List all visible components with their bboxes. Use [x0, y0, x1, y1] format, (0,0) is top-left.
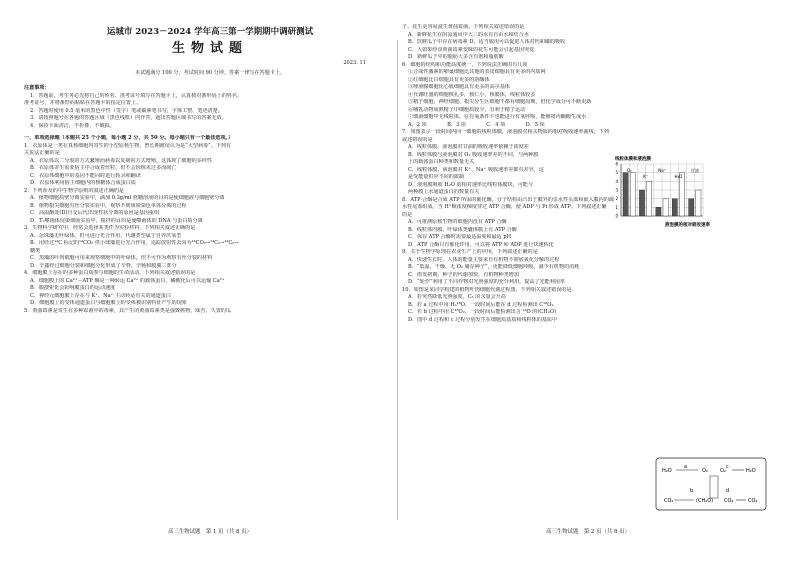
chart-title: 线粒体膜和液泡膜: [615, 157, 651, 162]
option-line: ①合成性激素的卵巢细胞比其他的表皮细胞具有更多的内质网: [408, 69, 546, 75]
right-page: [402, 24, 774, 536]
diagram-label: b: [690, 488, 694, 494]
option-line: D．图中 d 过程和 c 过程分别发生在细胞质基质和线粒体的基质中: [408, 316, 558, 323]
left-page: [24, 24, 396, 536]
option-line: B．线粒体膜与液泡膜对 O₂ 吸收速率差的不同，与两种膜: [408, 151, 539, 158]
question-line: 10．如图是某同学构建的植物叶肉细胞代谢过程图，下列相关叙述错误的是: [402, 286, 572, 293]
option-line: D．新鲜瓜子中的脂肪大多含有饱和脂肪酸: [408, 54, 504, 60]
diagram-label: H₂O: [662, 468, 672, 474]
page-divider: [397, 40, 398, 520]
notice-list: [24, 93, 396, 131]
question-7: [402, 129, 609, 197]
question-line: 水性尾部组成。当 H⁺顺浓度梯度穿过 ATP 合酶，使 ADP 与 Pi 形成 ATP。下列叙述正确: [402, 204, 607, 210]
exam-title: 运城市 2023－2024 学年高三第一学期期中调研测试: [106, 27, 314, 37]
category-label: K⁺: [643, 174, 648, 179]
question-text: [24, 143, 396, 316]
option-line: B．线粒体内膜、叶绿体类囊体膜上有 ATP 合酶: [408, 226, 517, 233]
question-line: 8．ATP 合酶是合成 ATP 所需的催化酶，分子结构由凸出于膜外的亲水性头部和嵌入膜内的疏: [402, 196, 614, 203]
option-line: A．可推测原核生物的细胞内没有 ATP 合酶: [408, 219, 507, 225]
option-line: A．线粒体膜、液泡膜对甘油的吸收速率依赖于浓度差: [408, 144, 529, 150]
y-tick-label: 6: [615, 161, 618, 167]
chart-footer-label: 液泡膜的相对吸收速率: [665, 223, 710, 228]
diagram-label: CO₂: [724, 498, 734, 504]
option-line: A．念珠藻无叶绿体，但可进行光合作用，代谢类型属于自养厌氧型: [30, 232, 182, 239]
option-line: C．人如果经食黄曲霉素变味的花生可能会引起基因突变: [408, 46, 535, 53]
metabolism-diagram: [654, 456, 768, 512]
question-line: 5．黄曲霉素是寄生在多种霉菌中的毒素，其产生的黄曲霉素类是强致癌物，味苦、久置的瓜: [24, 307, 231, 314]
bar: [679, 173, 684, 216]
question-line: 1．衣原体是一类在真核细胞内寄生的小型原核生物，曾长期被误认为是“大型病毒”。下列有: [24, 142, 232, 149]
option-line: C．高温酶处(D)自交后代出现性状分离的原因是基因重组: [30, 210, 160, 216]
option-line: 上的载体蛋白种类和数量无关: [408, 159, 475, 165]
y-tick-label: 3: [615, 187, 618, 193]
diagram-label: (CH₂O): [696, 498, 714, 504]
option-line: D．T₂噬菌体侵染细菌实验中，搅拌的目的是使噬菌体的 DNA 与蛋白质分离: [30, 217, 203, 224]
bar: [623, 173, 628, 216]
option-line: ②红细胞比白细胞具有更多的溶酶体: [408, 76, 490, 83]
bar: [639, 190, 644, 216]
bar: [696, 190, 701, 216]
option-line: ④代谢旺盛的细胞核孔多，核仁小，核膜体，线粒体较多: [408, 91, 536, 98]
exam-date: 2023. 11: [343, 60, 366, 66]
option-line: C．线粒体膜、液泡膜对 K⁺、Na⁺ 吸收速率差都有差异，这: [408, 166, 544, 173]
option-line: C．保存 ATP 合酶时需要最适温度和最适 pH: [408, 234, 512, 240]
option-line: D．细胞膜上的受体通道蛋白与细胞膜上的受体被识别特征产生的现象: [30, 300, 187, 306]
question-line: 2．下列涉及的中生物学原则的叙述正确的是: [24, 187, 125, 194]
notice-heading: 注意事项：: [24, 85, 50, 91]
option-line: A．细胞膜上的 Ca²⁺－ATP 酶是一种转运 Ca²⁺ 的载体蛋白，磷酸化后可以运输 Ca²⁺: [30, 277, 225, 284]
bar: [647, 181, 652, 216]
diagram-label: O₂: [702, 468, 708, 474]
option-line: C．雨发初期，种子的代谢加快，有机物种类增加: [408, 271, 519, 278]
subject-title: 生物试题: [171, 41, 248, 56]
category-label: H₂O: [674, 174, 683, 179]
option-line: C．黑藻的叶肉细胞可用来观察细胞中的叶绿体，但不可作为观察有丝分裂的材料: [30, 255, 213, 261]
notice-line: 1．答题前，考生务必先将自己的姓名、准考证号填写在答题卡上，认真核对条形码上的姓名、: [30, 92, 243, 99]
option-line: B．用经过¹⁴C 标记的¹⁴CO₂ 供小球藻进行光合作用，追踪放射性去向为¹⁴CO₂→¹⁴C₃→¹⁴C₅→: [30, 240, 239, 246]
diagram-label: c: [726, 464, 729, 470]
option-line: B．衣原体寄生需要宿主中合成着丝粒，但不会因核未过多而凋亡: [30, 165, 177, 171]
diagram-label: a: [684, 464, 688, 470]
question-line: 4．细胞膜上存在的多种蛋白质参与细胞的生命活动。下列相关叙述错误的是: [24, 270, 196, 276]
diagram-label: CO₂: [664, 498, 674, 504]
absorption-chart: [607, 154, 725, 228]
page-footer: 高三生物试题 第 1 页（共 8 页）: [168, 528, 252, 535]
option-line: C．衣原体细胞中的基因不能同时进行转录和翻译: [30, 172, 141, 179]
option-line: 糖类: [30, 247, 41, 254]
section-heading: 一、单项选择题（本题共 25 个小题，每小题 2 分，共 50 分。每小题只有一个最佳选项。）: [24, 135, 234, 141]
question-line: 关说法正确的是: [24, 150, 60, 156]
bar: [663, 199, 668, 216]
y-tick-label: 4: [615, 178, 618, 184]
option-line: A．2 项 B．3 项 C．4 项 D．5 项: [408, 121, 545, 128]
notice-line: 2．答题时使用 0.5 毫米的黑色中性（签字）笔或碳素笔书写，字体工整、笔迹清楚。: [30, 107, 223, 114]
option-line: D．衣原体利用宿主细胞内的核糖体合成蛋白质: [30, 180, 136, 186]
option-line: D．液泡膜吸收 H₂O 的相对速率比线粒体膜快，可能与: [408, 181, 533, 188]
diagram-label: H₂O: [746, 468, 756, 474]
question-line: 3．生物科学研究中，经常会选择某类作为实验材料，下列相关叙述正确的是: [24, 225, 196, 231]
question-text: [402, 24, 774, 129]
notice-line: 4．保持卡面清洁，不折叠，不破损。: [30, 122, 115, 129]
option-line: A．快速生长时，人体的能量主要来自有机物不彻底氧化分解的过程: [408, 256, 560, 263]
option-line: 是受能量供应不同的限制: [408, 174, 465, 180]
y-tick-label: 0: [615, 213, 618, 219]
category-label: Na⁺: [658, 168, 666, 173]
diagram-label: d: [726, 488, 730, 494]
option-line: 两种膜上水通道蛋白的数量有关: [408, 189, 480, 195]
option-line: ⑦细菌细胞中无线粒体，在有氧条件下也能进行有氧呼吸，能够将丙酮酸生成水: [408, 114, 587, 120]
option-line: C．若 b 过程中用 C¹⁸O₂，一段时间后能检测出含 ¹⁸O 的(CH₂O): [408, 309, 556, 315]
question-line: 6．细胞的结构和功能高度统一，下列说法正确的有几项: [402, 61, 528, 68]
page-footer: 高三生物试题 第 2 页（共 8 页）: [546, 528, 630, 535]
option-line: A．新鲜花生在阴凉通风中大三的水有自由水和结合水: [408, 31, 529, 38]
option-line: D．辛鑫经过细胞分裂和细胞分化形成了辛脊、辛杨和膜翼三部分: [30, 262, 177, 269]
question-line: 叙述错误的是: [402, 136, 433, 143]
option-line: B．膜搜索化会影响膜蛋白的运动速度: [30, 285, 116, 291]
option-line: ⑥哺乳动物成熟精子中细胞质较少，有利于精子运动: [408, 106, 526, 113]
option-line: B．“低温、干燥、无 O₂ 储存种子”，更能降低细胞呼吸，减少有机物的消耗: [408, 264, 580, 270]
option-line: A．植物细胞质壁分离实验中，滴加 0.3g/ml 蔗糖溶液的目的是使细胞液与细胞壁分离: [30, 195, 225, 201]
notice-line: 准考证号，并将条形码粘贴在答题卡的指定位置上。: [24, 100, 142, 106]
bar: [630, 173, 635, 216]
diagram-svg: [654, 456, 768, 512]
option-line: B．饮鲜瓜子中存在病毒素 D，适当服用可以促进人体对钙和磷的吸收: [408, 39, 566, 45]
option-line: B．植物根尖细胞有丝分裂实验中，观察不到姐妹染色单体分离的过程: [30, 202, 187, 209]
question-line: 7．如图表示一段时间内同一细胞的线粒体膜，液泡膜对相关物质的相对吸收速率曲线，下列: [402, 129, 609, 135]
chart-svg: [607, 154, 725, 228]
organelle-box: [710, 476, 718, 498]
y-tick-label: 5: [615, 170, 618, 176]
question-line: 9．关于生物学原理在农业生产上的应用，下列叙述正确的是: [402, 249, 538, 255]
bar: [656, 207, 661, 216]
exam-info: 本试题满分 100 分，考试时间 90 分钟。答案一律写在答题卡上。: [134, 69, 286, 76]
y-tick-label: 2: [615, 196, 618, 202]
option-line: ⑤精子细胞、神经细胞、根尖分生区细胞不都有细胞周期，但化学成分可不断更新: [408, 99, 592, 105]
category-label: O₂: [626, 168, 632, 173]
notice-line: 3．请按照题号在各题的答题区域（黑色线框）内作答，超出答题区域书写的答案无效。: [30, 115, 227, 121]
diagram-label: CO₂: [748, 498, 758, 504]
y-tick-label: 1: [615, 204, 618, 210]
category-label: 甘油: [690, 168, 699, 173]
question-line: 的是: [402, 211, 413, 218]
option-line: ③唾液腺细胞比心肌细胞具有更多的高尔基体: [408, 84, 510, 90]
option-line: A．衣原体以二分裂的方式繁殖而病毒以复制的方式增殖，这体现了细胞的多样性: [30, 157, 212, 164]
bar: [689, 199, 694, 216]
question-line: 子、花生更容易滋生黄曲霉菌。下列相关叙述错误的是: [402, 24, 525, 30]
option-line: C．神经元细胞膜上存在与 K⁺、Na⁺ 主动转运有关的通道蛋白: [30, 292, 171, 299]
bar: [672, 199, 677, 216]
option-line: A．若突然降低光照强度，C₅ 的含量会升高: [408, 294, 506, 300]
option-line: D．ATP 合酶只有催化作用，可以将 ATP 和 ADP 进行快速转化: [408, 241, 554, 248]
option-line: D．“轮作”利用了不同作物对光照强度的充分利用，提高了光能利用率: [408, 279, 566, 285]
option-line: B．若 a 过程中用 H₂¹⁸O，一段时间后能在 d 过程检测出 C¹⁸O₂: [408, 301, 554, 308]
diagram-label: O₂: [720, 468, 726, 474]
